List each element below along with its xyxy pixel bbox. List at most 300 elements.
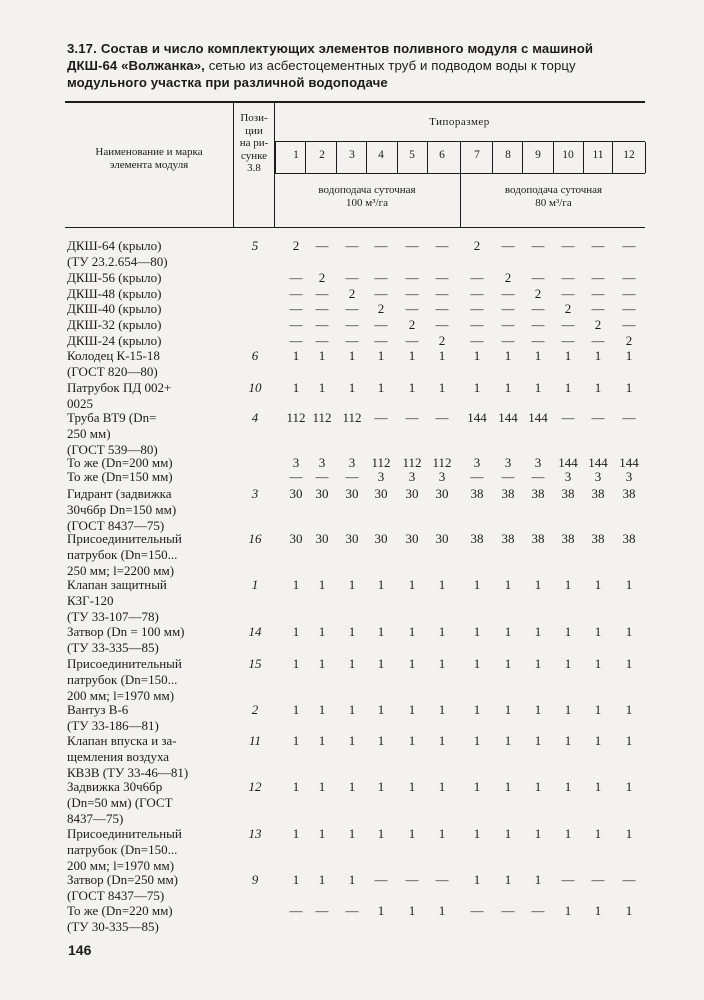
quantity-cell: 1 xyxy=(408,656,416,671)
quantity-cell: 112 xyxy=(286,410,306,425)
quantity-cell: 1 xyxy=(594,733,602,748)
quantity-cell: — xyxy=(622,410,636,425)
group-a-line-2: 100 м³/га xyxy=(346,197,388,209)
quantity-cell: — xyxy=(531,301,545,316)
element-name-line: патрубок (Dn=150... xyxy=(67,672,178,687)
quantity-cell: 3 xyxy=(473,455,481,470)
quantity-cell: 2 xyxy=(564,301,572,316)
quantity-cell: 1 xyxy=(438,624,446,639)
quantity-cell: — xyxy=(289,317,303,332)
quantity-cell: 1 xyxy=(473,733,481,748)
quantity-cell: — xyxy=(315,301,329,316)
quantity-cell: — xyxy=(289,333,303,348)
quantity-cell: 1 xyxy=(534,348,542,363)
quantity-cell: — xyxy=(374,872,388,887)
quantity-cell: — xyxy=(315,238,329,253)
quantity-cell: 30 xyxy=(374,486,388,501)
element-name-line: Клапан защитный xyxy=(67,577,167,592)
element-name-line: ДКШ-56 (крыло) xyxy=(67,270,162,285)
quantity-cell: 1 xyxy=(377,577,385,592)
quantity-cell: — xyxy=(622,301,636,316)
pos-header-line-4: сунке xyxy=(240,149,268,162)
caption-tail: модульного участка при различной водоподаче xyxy=(67,75,388,90)
group-b-line-2: 80 м³/га xyxy=(535,197,572,209)
element-name-line: Гидрант (задвижка xyxy=(67,486,172,501)
quantity-cell: 1 xyxy=(504,380,512,395)
quantity-cell: — xyxy=(405,286,419,301)
quantity-cell: 1 xyxy=(377,380,385,395)
quantity-cell: — xyxy=(470,333,484,348)
quantity-cell: — xyxy=(345,333,359,348)
quantity-cell: — xyxy=(501,903,515,918)
element-name xyxy=(67,826,227,874)
quantity-cell: 144 xyxy=(588,455,608,470)
quantity-cell: 1 xyxy=(377,656,385,671)
position-column-header xyxy=(234,112,274,175)
quantity-cell: 1 xyxy=(438,733,446,748)
element-name xyxy=(67,779,227,827)
quantity-cell: — xyxy=(531,903,545,918)
quantity-cell: 1 xyxy=(473,380,481,395)
quantity-cell: 1 xyxy=(408,702,416,717)
quantity-cell: — xyxy=(622,317,636,332)
typ-number-cell: 2 xyxy=(319,149,325,161)
quantity-cell: 1 xyxy=(473,656,481,671)
quantity-cell: 38 xyxy=(501,531,515,546)
quantity-cell: 1 xyxy=(473,624,481,639)
quantity-cell: — xyxy=(591,301,605,316)
quantity-cell: — xyxy=(435,317,449,332)
element-name-line: То же (Dn=150 мм) xyxy=(67,469,173,484)
quantity-cell: 38 xyxy=(591,531,605,546)
element-name-line: Присоединительный xyxy=(67,656,182,671)
element-name-line: КЗГ-120 xyxy=(67,593,114,608)
quantity-cell: 3 xyxy=(377,469,385,484)
quantity-cell: — xyxy=(561,270,575,285)
quantity-cell: — xyxy=(622,286,636,301)
quantity-cell: 2 xyxy=(534,286,542,301)
quantity-cell: 1 xyxy=(348,577,356,592)
quantity-cell: 1 xyxy=(292,656,300,671)
quantity-cell: — xyxy=(405,872,419,887)
quantity-cell: — xyxy=(591,872,605,887)
element-name-line: Труба ВТ9 (Dn= xyxy=(67,410,157,425)
quantity-cell: 1 xyxy=(292,872,300,887)
quantity-cell: 3 xyxy=(594,469,602,484)
element-name xyxy=(67,702,227,734)
quantity-cell: 1 xyxy=(318,577,326,592)
element-name-line: Затвор (Dn=250 мм) xyxy=(67,872,179,887)
quantity-cell: 30 xyxy=(435,486,449,501)
quantity-cell: — xyxy=(345,238,359,253)
quantity-cell: — xyxy=(289,903,303,918)
quantity-cell: 1 xyxy=(534,872,542,887)
quantity-cell: 1 xyxy=(625,624,633,639)
quantity-cell: 1 xyxy=(377,903,385,918)
table-number: 3.17. xyxy=(67,41,97,56)
quantity-cell: — xyxy=(289,469,303,484)
quantity-cell: — xyxy=(501,286,515,301)
typ-number-cell: 3 xyxy=(349,149,355,161)
quantity-cell: 1 xyxy=(292,380,300,395)
quantity-cell: 1 xyxy=(438,348,446,363)
element-name-line: Клапан впуска и за- xyxy=(67,733,177,748)
quantity-cell: 1 xyxy=(438,380,446,395)
pos-header-line-2: ции xyxy=(245,124,263,137)
quantity-cell: 1 xyxy=(594,348,602,363)
quantity-cell: 1 xyxy=(348,872,356,887)
element-name xyxy=(67,624,227,656)
element-name-line: То же (Dn=220 мм) xyxy=(67,903,173,918)
element-name-line: 200 мм; l=1970 мм) xyxy=(67,858,175,873)
quantity-cell: — xyxy=(374,317,388,332)
quantity-cell: — xyxy=(470,317,484,332)
quantity-cell: — xyxy=(561,317,575,332)
quantity-cell: 112 xyxy=(371,455,391,470)
quantity-cell: 1 xyxy=(625,903,633,918)
quantity-cell: 1 xyxy=(348,348,356,363)
element-name-line: То же (Dn=200 мм) xyxy=(67,455,173,470)
element-name-line: 250 мм; l=2200 мм) xyxy=(67,563,175,578)
quantity-cell: — xyxy=(470,469,484,484)
quantity-cell: 1 xyxy=(348,624,356,639)
quantity-cell: — xyxy=(405,238,419,253)
element-name xyxy=(67,903,227,935)
element-name xyxy=(67,577,227,625)
quantity-cell: 112 xyxy=(312,410,332,425)
quantity-cell: 1 xyxy=(473,577,481,592)
element-name-line: ДКШ-40 (крыло) xyxy=(67,301,162,316)
quantity-cell: 1 xyxy=(292,702,300,717)
name-header-line-1: Наименование и марка xyxy=(95,146,203,158)
quantity-cell: — xyxy=(435,238,449,253)
quantity-cell: 1 xyxy=(438,577,446,592)
quantity-cell: — xyxy=(561,286,575,301)
quantity-cell: 1 xyxy=(348,702,356,717)
element-name xyxy=(67,380,227,412)
element-name xyxy=(67,270,227,286)
element-name-line: Присоединительный xyxy=(67,531,182,546)
quantity-cell: 1 xyxy=(377,348,385,363)
quantity-cell: 1 xyxy=(625,779,633,794)
quantity-cell: 1 xyxy=(348,733,356,748)
position-number: 14 xyxy=(248,624,262,639)
quantity-cell: 1 xyxy=(408,380,416,395)
quantity-cell: — xyxy=(531,333,545,348)
quantity-cell: 1 xyxy=(534,624,542,639)
element-name xyxy=(67,469,227,485)
quantity-cell: — xyxy=(501,238,515,253)
typ-number-divider xyxy=(612,142,613,173)
quantity-cell: 1 xyxy=(318,348,326,363)
pos-header-line-5: 3.8 xyxy=(247,162,261,174)
element-name-line: (ТУ 33-186—81) xyxy=(67,718,159,733)
group-a-header xyxy=(276,184,458,210)
quantity-cell: — xyxy=(405,410,419,425)
element-name-line: (ТУ 33-335—85) xyxy=(67,640,159,655)
quantity-cell: 1 xyxy=(318,702,326,717)
quantity-cell: 2 xyxy=(438,333,446,348)
quantity-cell: 1 xyxy=(625,577,633,592)
quantity-cell: 1 xyxy=(318,779,326,794)
quantity-cell: 1 xyxy=(534,577,542,592)
typ-number-cell: 4 xyxy=(378,149,384,161)
quantity-cell: 1 xyxy=(438,826,446,841)
quantity-cell: 1 xyxy=(504,872,512,887)
quantity-cell: 1 xyxy=(594,380,602,395)
quantity-cell: 1 xyxy=(594,779,602,794)
quantity-cell: — xyxy=(591,270,605,285)
element-name-line: 30ч6бр Dn=150 мм) xyxy=(67,502,177,517)
quantity-cell: 1 xyxy=(318,656,326,671)
element-name-line: Присоединительный xyxy=(67,826,182,841)
quantity-cell: 1 xyxy=(564,380,572,395)
quantity-cell: 1 xyxy=(292,779,300,794)
element-name-line: ДКШ-48 (крыло) xyxy=(67,286,162,301)
quantity-cell: — xyxy=(501,469,515,484)
quantity-cell: — xyxy=(345,270,359,285)
quantity-cell: 1 xyxy=(534,656,542,671)
quantity-cell: 1 xyxy=(564,826,572,841)
element-name-line: Патрубок ПД 002+ xyxy=(67,380,172,395)
quantity-cell: 2 xyxy=(348,286,356,301)
quantity-cell: 2 xyxy=(318,270,326,285)
element-name xyxy=(67,872,227,904)
quantity-cell: 3 xyxy=(504,455,512,470)
position-number: 6 xyxy=(251,348,259,363)
quantity-cell: — xyxy=(561,333,575,348)
typ-number-divider xyxy=(492,142,493,173)
quantity-cell: — xyxy=(435,270,449,285)
element-name-line: патрубок (Dn=150... xyxy=(67,547,178,562)
quantity-cell: 1 xyxy=(318,733,326,748)
quantity-cell: — xyxy=(435,301,449,316)
quantity-cell: 1 xyxy=(408,903,416,918)
quantity-cell: — xyxy=(289,270,303,285)
element-name xyxy=(67,286,227,302)
quantity-cell: — xyxy=(289,301,303,316)
element-name-line: (ГОСТ 539—80) xyxy=(67,442,158,457)
quantity-cell: 1 xyxy=(625,826,633,841)
quantity-cell: — xyxy=(591,333,605,348)
quantity-cell: 2 xyxy=(408,317,416,332)
quantity-cell: 1 xyxy=(408,779,416,794)
position-number: 5 xyxy=(251,238,259,253)
quantity-cell: — xyxy=(622,270,636,285)
quantity-cell: 1 xyxy=(504,702,512,717)
quantity-cell: 1 xyxy=(594,903,602,918)
quantity-cell: 38 xyxy=(591,486,605,501)
quantity-cell: 1 xyxy=(473,779,481,794)
quantity-cell: 1 xyxy=(625,702,633,717)
element-name-line: КВЗВ (ТУ 33-46—81) xyxy=(67,765,189,780)
element-name xyxy=(67,348,227,380)
quantity-cell: — xyxy=(405,270,419,285)
quantity-cell: — xyxy=(561,410,575,425)
quantity-cell: 1 xyxy=(564,779,572,794)
quantity-cell: 1 xyxy=(348,380,356,395)
quantity-cell: 1 xyxy=(438,656,446,671)
typ-number-divider xyxy=(336,142,337,173)
quantity-cell: — xyxy=(531,238,545,253)
quantity-cell: 30 xyxy=(289,531,303,546)
quantity-cell: 1 xyxy=(625,656,633,671)
table-caption xyxy=(67,40,645,91)
element-name xyxy=(67,410,227,458)
quantity-cell: 1 xyxy=(348,779,356,794)
quantity-cell: — xyxy=(315,333,329,348)
quantity-cell: — xyxy=(622,238,636,253)
quantity-cell: 1 xyxy=(377,624,385,639)
element-name-line: Задвижка 30ч6бр xyxy=(67,779,163,794)
quantity-cell: — xyxy=(591,410,605,425)
element-name-line: (ГОСТ 820—80) xyxy=(67,364,158,379)
quantity-cell: 30 xyxy=(315,486,329,501)
quantity-cell: 1 xyxy=(292,577,300,592)
quantity-cell: 1 xyxy=(534,733,542,748)
typ-number-divider xyxy=(645,142,646,173)
quantity-cell: 1 xyxy=(408,348,416,363)
quantity-cell: 1 xyxy=(564,348,572,363)
quantity-cell: 1 xyxy=(473,826,481,841)
typ-number-cell: 10 xyxy=(562,149,574,161)
element-name xyxy=(67,733,227,781)
quantity-cell: 1 xyxy=(594,702,602,717)
typ-number-cell: 5 xyxy=(409,149,415,161)
quantity-cell: — xyxy=(561,872,575,887)
quantity-cell: 112 xyxy=(402,455,422,470)
quantity-cell: — xyxy=(405,301,419,316)
quantity-cell: 30 xyxy=(405,531,419,546)
quantity-cell: 38 xyxy=(470,486,484,501)
position-number: 13 xyxy=(248,826,262,841)
element-name xyxy=(67,656,227,704)
quantity-cell: — xyxy=(501,301,515,316)
element-name-line: (ТУ 30-335—85) xyxy=(67,919,159,934)
quantity-cell: — xyxy=(374,410,388,425)
typ-number-cell: 11 xyxy=(592,149,604,161)
quantity-cell: 30 xyxy=(405,486,419,501)
group-b-line-1: водоподача суточная xyxy=(504,184,603,196)
element-name-line: щемления воздуха xyxy=(67,749,170,764)
position-number: 1 xyxy=(251,577,259,592)
quantity-cell: 144 xyxy=(498,410,518,425)
quantity-cell: 38 xyxy=(561,531,575,546)
typ-number-cell: 7 xyxy=(474,149,480,161)
quantity-cell: — xyxy=(374,270,388,285)
typ-number-cell: 8 xyxy=(505,149,511,161)
quantity-cell: 1 xyxy=(377,702,385,717)
quantity-cell: 1 xyxy=(625,733,633,748)
position-number: 11 xyxy=(248,733,262,748)
element-name-line: Вантуз В-6 xyxy=(67,702,129,717)
quantity-cell: 1 xyxy=(564,702,572,717)
quantity-cell: — xyxy=(470,301,484,316)
quantity-cell: — xyxy=(561,238,575,253)
element-name xyxy=(67,301,227,317)
quantity-cell: — xyxy=(470,270,484,285)
position-number: 12 xyxy=(248,779,262,794)
quantity-cell: — xyxy=(470,286,484,301)
quantity-cell: — xyxy=(531,270,545,285)
quantity-cell: — xyxy=(435,872,449,887)
quantity-cell: 1 xyxy=(408,577,416,592)
quantity-cell: — xyxy=(531,469,545,484)
name-column-header xyxy=(66,146,232,172)
quantity-cell: 38 xyxy=(622,486,636,501)
quantity-cell: 3 xyxy=(292,455,300,470)
quantity-cell: 1 xyxy=(625,348,633,363)
quantity-cell: 1 xyxy=(594,656,602,671)
quantity-cell: 144 xyxy=(467,410,487,425)
quantity-cell: — xyxy=(289,286,303,301)
quantity-cell: 112 xyxy=(432,455,452,470)
element-name-line: Затвор (Dn = 100 мм) xyxy=(67,624,185,639)
quantity-cell: — xyxy=(501,333,515,348)
quantity-cell: 1 xyxy=(292,733,300,748)
quantity-cell: 1 xyxy=(594,826,602,841)
quantity-cell: 1 xyxy=(438,779,446,794)
pos-header-line-1: Пози- xyxy=(240,112,268,124)
element-name-line: (Dn=50 мм) (ГОСТ xyxy=(67,795,173,810)
quantity-cell: 30 xyxy=(289,486,303,501)
quantity-cell: 3 xyxy=(625,469,633,484)
quantity-cell: — xyxy=(374,333,388,348)
quantity-cell: 1 xyxy=(292,348,300,363)
quantity-cell: 2 xyxy=(625,333,633,348)
element-name-line: ДКШ-32 (крыло) xyxy=(67,317,162,332)
quantity-cell: 1 xyxy=(292,826,300,841)
quantity-cell: 38 xyxy=(470,531,484,546)
element-name xyxy=(67,238,227,270)
quantity-cell: 1 xyxy=(473,348,481,363)
quantity-cell: 1 xyxy=(318,624,326,639)
quantity-cell: 2 xyxy=(292,238,300,253)
quantity-cell: 3 xyxy=(438,469,446,484)
quantity-cell: 3 xyxy=(318,455,326,470)
caption-normal: сетью из асбестоцементных труб и подводом воды к торцу xyxy=(208,58,576,73)
quantity-cell: — xyxy=(591,238,605,253)
quantity-cell: 1 xyxy=(504,577,512,592)
quantity-cell: 1 xyxy=(564,577,572,592)
typ-number-cell: 1 xyxy=(293,149,299,161)
position-number: 9 xyxy=(251,872,259,887)
quantity-cell: — xyxy=(374,238,388,253)
quantity-cell: 38 xyxy=(622,531,636,546)
quantity-cell: 3 xyxy=(564,469,572,484)
quantity-cell: — xyxy=(315,317,329,332)
quantity-cell: 144 xyxy=(619,455,639,470)
quantity-cell: — xyxy=(374,286,388,301)
quantity-cell: 2 xyxy=(473,238,481,253)
typ-title: Типоразмер xyxy=(429,116,490,128)
quantity-cell: 3 xyxy=(534,455,542,470)
quantity-cell: 1 xyxy=(438,903,446,918)
quantity-cell: — xyxy=(315,469,329,484)
quantity-cell: — xyxy=(315,903,329,918)
quantity-cell: 2 xyxy=(594,317,602,332)
quantity-cell: 1 xyxy=(504,624,512,639)
element-name xyxy=(67,531,227,579)
quantity-cell: 1 xyxy=(292,624,300,639)
typ-number-cell: 12 xyxy=(623,149,635,161)
quantity-cell: — xyxy=(315,286,329,301)
element-name-line: 250 мм) xyxy=(67,426,111,441)
quantity-cell: — xyxy=(622,872,636,887)
quantity-cell: 1 xyxy=(473,702,481,717)
caption-bold: Состав и число комплектующих элементов поливного модуля с машиной ДКШ-64 «Волжанка», xyxy=(67,41,594,73)
quantity-cell: 2 xyxy=(504,270,512,285)
